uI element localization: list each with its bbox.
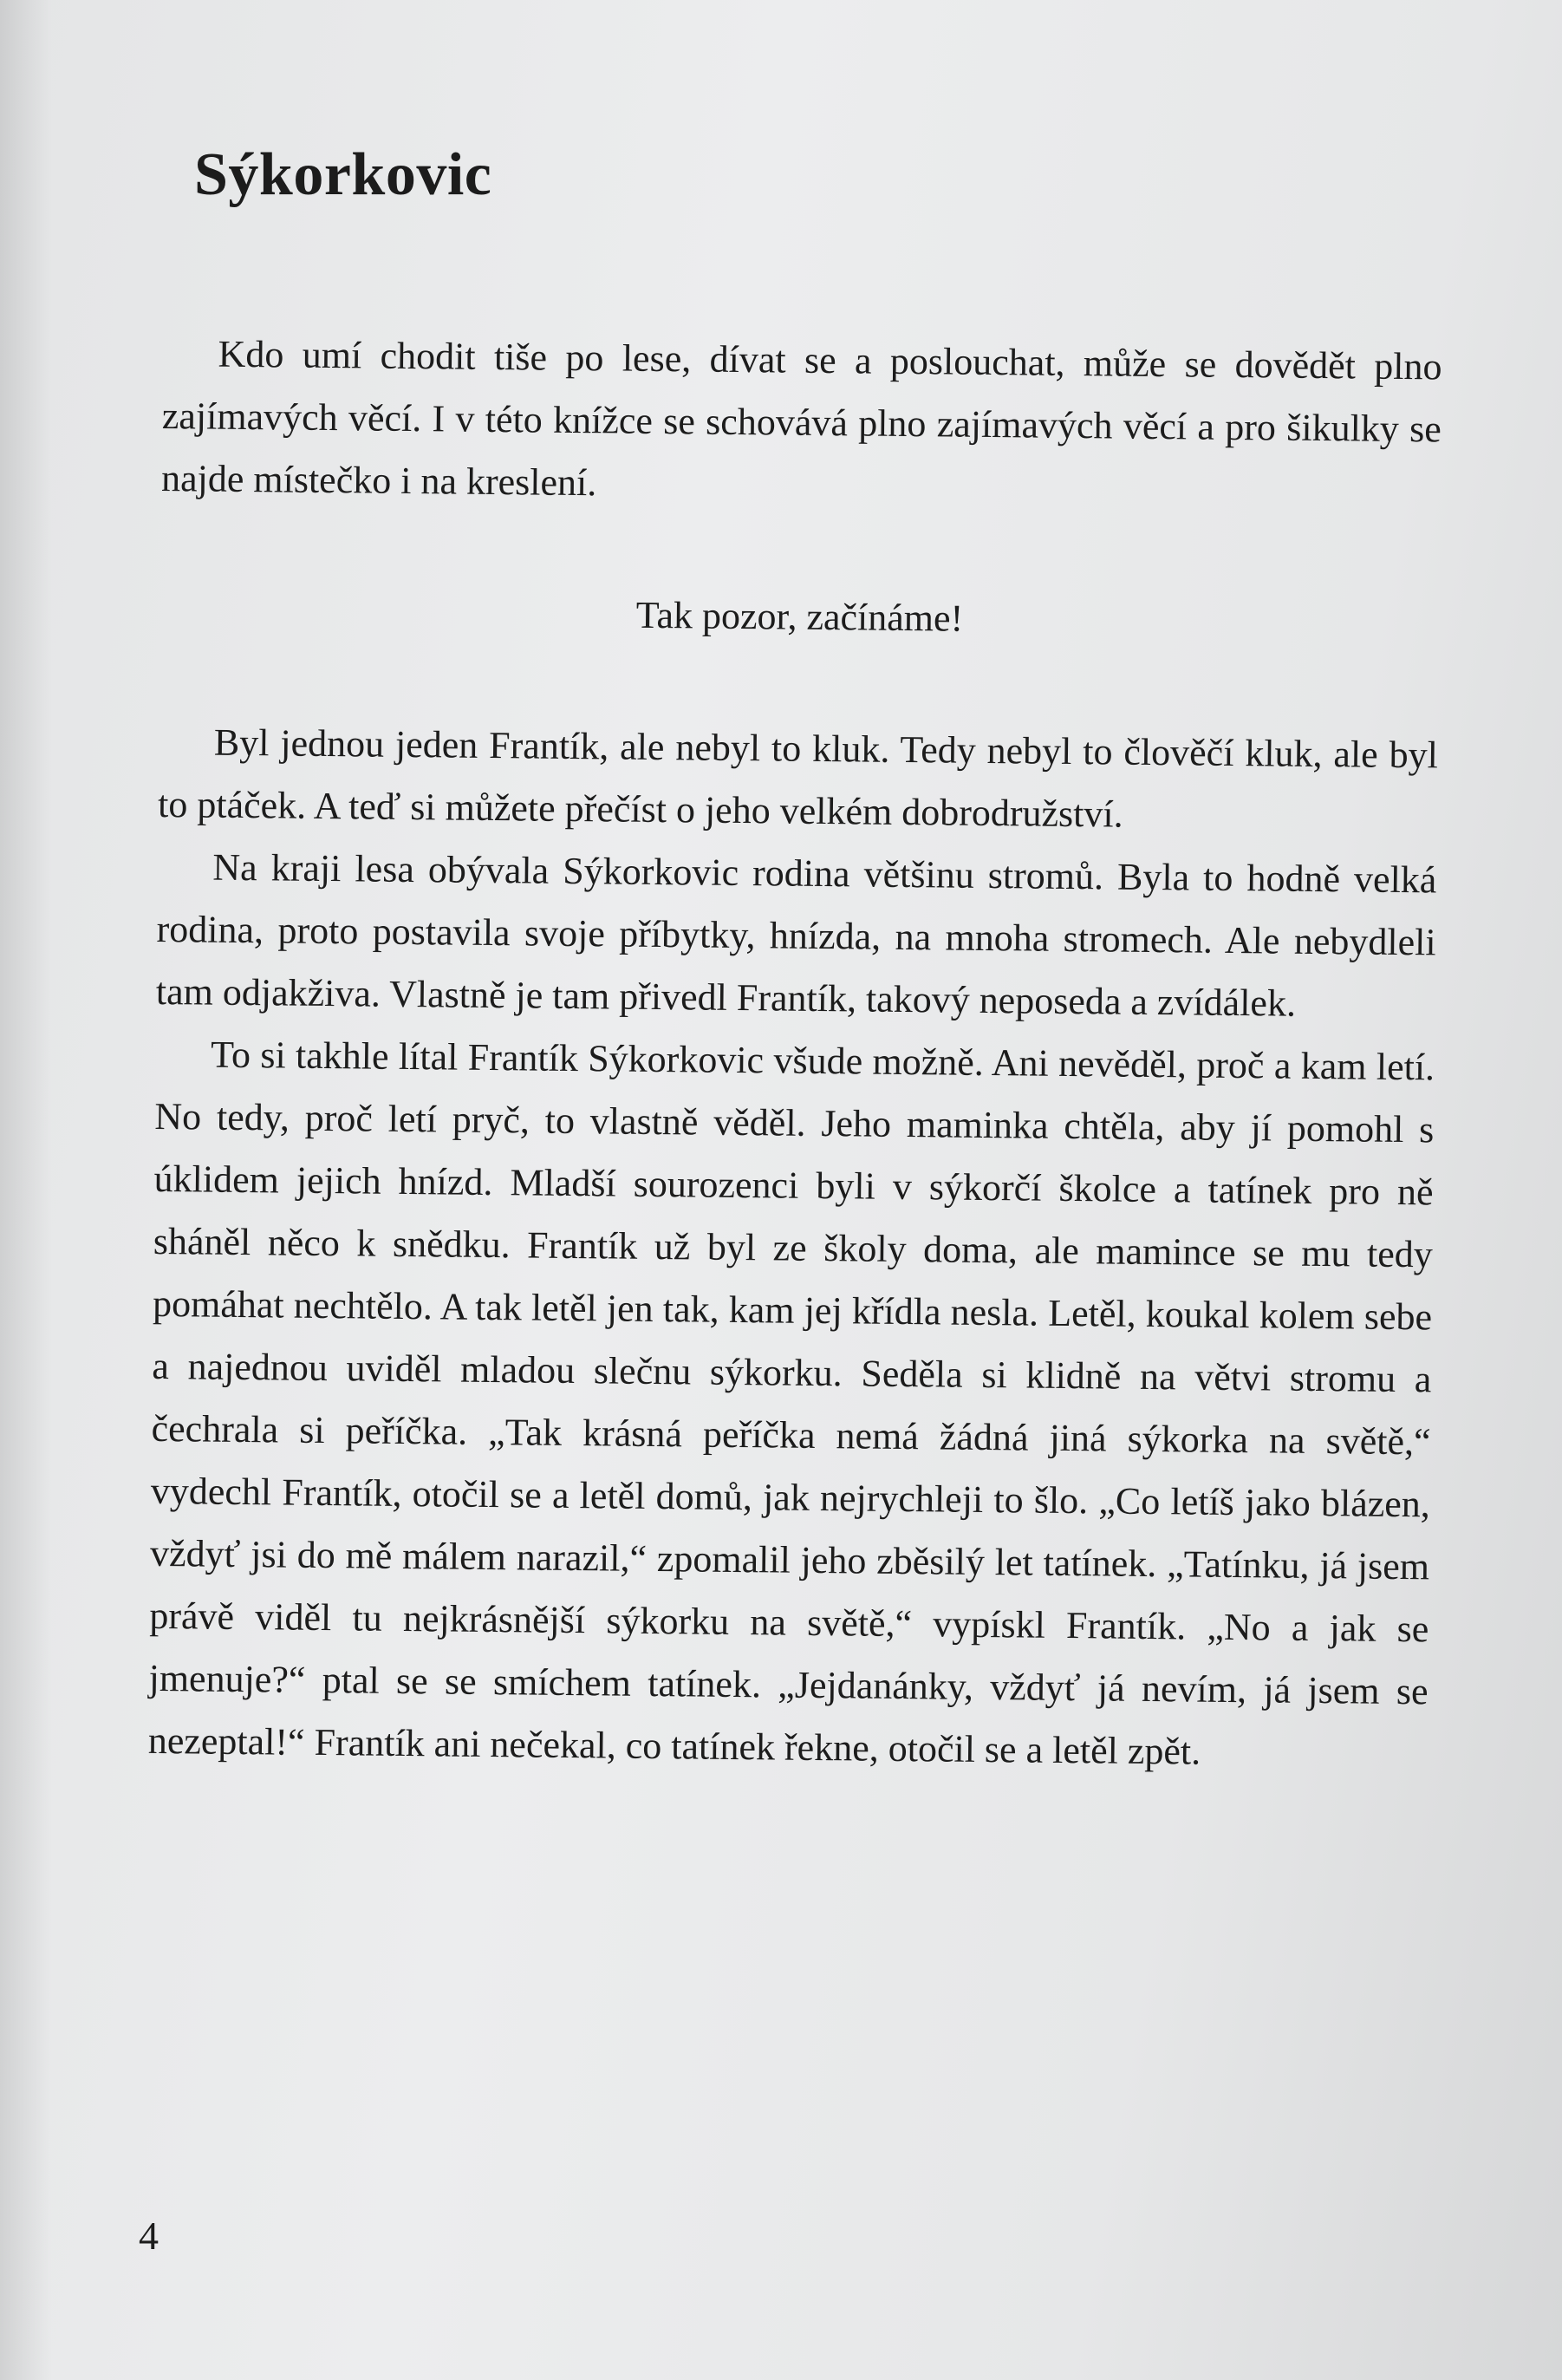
page-number: 4 xyxy=(139,2214,159,2258)
page-shadow xyxy=(0,0,52,2380)
chapter-title: Sýkorkovic xyxy=(194,141,492,208)
intro-paragraph: Kdo umí chodit tiše po lese, dívat se a poslouchat, může se dovědět plno zajímavých věcí. I v této knížce se schovává plno zajímavých věcí a pro šikulky se najde místečko i na kreslení. xyxy=(160,332,1442,505)
paragraph-1: Byl jednou jeden Frantík, ale nebyl to kluk. Tedy nebyl to člověčí kluk, ale byl to ptáček. A teď si můžete přečíst o jeho velkém dobrodružství. xyxy=(157,721,1439,836)
start-line: Tak pozor, začínáme! xyxy=(635,593,964,640)
paragraph-2: Na kraji lesa obývala Sýkorkovic rodina většinu stromů. Byla to hodně velká rodina, proto postavila svoje příbytky, hnízda, na mnoha stromech. Ale nebydleli tam odjakživa. Vlastně je tam přivedl Frantík, takový neposeda a zvídálek. xyxy=(155,845,1437,1025)
paragraph-3: To si takhle lítal Frantík Sýkorkovic všude možně. Ani nevěděl, proč a kam letí. No tedy, proč letí pryč, to vlastně věděl. Jeho maminka chtěla, aby jí pomohl s úklidem jejich hnízd. Mladší sourozenci byli v sýkorčí školce a tatínek pro ně sháněl něco k snědku. Frantík už byl ze školy doma, ale mamince se mu tedy pomáhat nechtělo. A tak letěl jen tak, kam jej křídla nesla. Letěl, koukal kolem sebe a najednou uviděl mladou slečnu sýkorku. Seděla si klidně na větvi stromu a čechrala si peříčka. „Tak krásná peříčka nemá žádná jiná sýkorka na světě,“ vydechl Frantík, otočil se a letěl domů, jak nejrychleji to šlo. „Co letíš jako blázen, vždyť jsi do mě málem narazil,“ zpomalil jeho zběsilý let tatínek. „Tatínku, já jsem právě viděl tu nejkrásnější sýkorku na světě,“ vypískl Frantík. „No a jak se jmenuje?“ ptal se se smíchem tatínek. „Jejdanánky, vždyť já nevím, já jsem se nezeptal!“ Frantík ani nečekal, co tatínek řekne, otočil se a letěl zpět. xyxy=(147,1033,1435,1773)
chapter-body xyxy=(147,323,1442,1785)
